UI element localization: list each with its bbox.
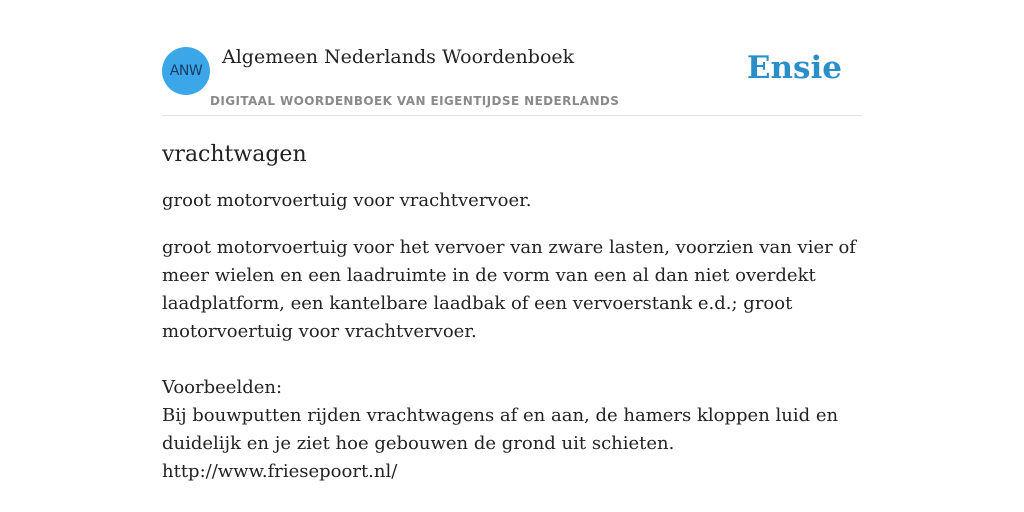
ensie-brand-logo[interactable]: Ensie xyxy=(746,50,842,86)
example-source: http://www.friesepoort.nl/ xyxy=(162,461,398,482)
entry-content xyxy=(162,138,867,486)
site-title[interactable]: Algemeen Nederlands Woordenboek xyxy=(222,46,575,68)
site-subtitle: DIGITAAL WOORDENBOEK VAN EIGENTIJDSE NEDERLANDS xyxy=(210,94,620,108)
headword: vrachtwagen xyxy=(162,142,307,167)
long-definition: groot motorvoertuig voor het vervoer van zware lasten, voorzien van vier of meer wielen en een laadruimte in de vorm van een al dan niet overdekt laadplatform, een kantelbare laadbak of een vervoerstank e.d.; groot motorvoertuig voor vrachtvervoer. xyxy=(162,237,856,342)
short-definition: groot motorvoertuig voor vrachtvervoer. xyxy=(162,190,532,211)
anw-logo[interactable] xyxy=(162,47,210,95)
logo-text: ANW xyxy=(169,63,203,79)
examples-section xyxy=(162,374,867,486)
header xyxy=(162,40,862,116)
examples-label: Voorbeelden: xyxy=(162,377,283,398)
example-text: Bij bouwputten rijden vrachtwagens af en aan, de hamers kloppen luid en duidelijk en je ziet hoe gebouwen de grond uit schieten. xyxy=(162,405,839,454)
